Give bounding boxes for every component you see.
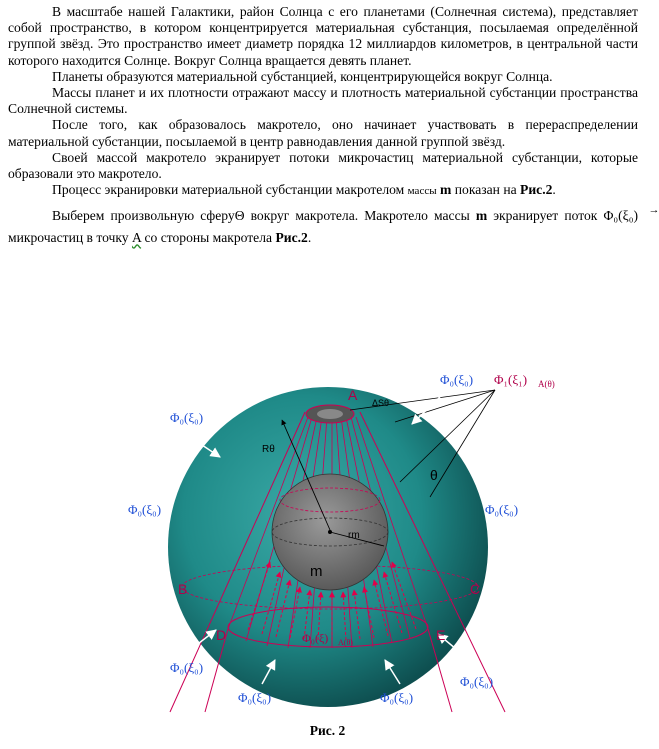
p6-text-a: Процесс экранировки материальной субстанции макротелом: [52, 182, 408, 198]
flux-label-bottom2: Φ₀(ξ₀): [380, 690, 414, 705]
p6-text-d: показан на: [451, 182, 521, 198]
flux-label-left: Φ₀(ξ₀): [128, 502, 162, 517]
flux-label-bottom1: Φ₀(ξ₀): [238, 690, 272, 705]
label-E: E: [436, 627, 446, 643]
flux0-inner-sub: A(θ): [338, 638, 353, 647]
label-B: B: [178, 581, 188, 597]
p7-text-e: со стороны макротела: [141, 230, 276, 246]
p7-mass-symbol: m: [475, 208, 488, 224]
label-r: rm: [348, 530, 360, 541]
label-C: C: [470, 581, 481, 597]
flux-label-topleft: Φ₀(ξ₀): [170, 410, 204, 425]
p6-end: .: [552, 182, 556, 198]
paragraph-4: После того, как образовалось макротело, оно начинает участвовать в перераспределении материальной субстанции, посылаемой в центр равнодавления данной группой звёзд.: [8, 117, 638, 149]
p7-figure-ref: Рис.2: [275, 230, 308, 246]
center-dot: [328, 530, 332, 534]
label-A: A: [348, 387, 358, 403]
p6-figure-ref: Рис.2: [520, 182, 553, 198]
p7-point-a: A: [131, 230, 142, 246]
paragraph-1: В масштабе нашей Галактики, район Солнца с его планетами (Солнечная система), представляет собой пространство, в котором концентрируется материальная субстанция, посылаемая определённой группой звёзд. Это пространство имеет диаметр порядка 12 миллиардов километров, в центральной части которого находится Солнце. Вокруг Солнца вращается девять планет.: [8, 4, 638, 68]
p7-text-c: экранирует поток: [487, 208, 604, 224]
figure-2: [0, 362, 655, 727]
p7-end: .: [307, 230, 312, 246]
p7-flux-text: Φ₀(ξ₀): [603, 208, 638, 224]
body-text: [8, 4, 659, 249]
flux-label-top: Φ₀(ξ₀): [440, 372, 474, 387]
paragraph-2: Планеты образуются материальной субстанцией, концентрирующейся вокруг Солнца.: [52, 68, 553, 84]
flux1-label: Φ₁(ξ₁): [494, 372, 528, 387]
paragraph-7: [8, 204, 659, 249]
cap-A-inner: [317, 409, 343, 419]
label-theta: θ: [430, 467, 438, 483]
p7-text-a: Выберем произвольную сферу: [52, 208, 235, 224]
paragraph-6: [8, 182, 638, 199]
label-delta-s: ΔSθ: [372, 398, 390, 408]
label-R: Rθ: [262, 444, 275, 455]
p7-text-d: микрочастиц в точку: [8, 230, 132, 246]
flux-label-right: Φ₀(ξ₀): [485, 502, 519, 517]
label-D: D: [216, 627, 227, 643]
flux-label-bottomright: Φ₀(ξ₀): [460, 674, 494, 689]
paragraph-3: Массы планет и их плотности отражают массу и плотность материальной субстанции пространства Солнечной системы.: [8, 85, 638, 117]
p7-flux-vector-arrow: →: [648, 204, 659, 217]
flux1-sub: A(θ): [538, 379, 555, 389]
p6-text-massy: массы: [407, 185, 437, 198]
p6-mass-symbol: m: [440, 182, 452, 198]
flux-label-bottomleft: Φ₀(ξ₀): [170, 660, 204, 675]
label-m: m: [310, 563, 323, 580]
flux0-inner-label: Φ₀(ξ): [302, 631, 329, 645]
figure-caption: Рис. 2: [309, 723, 346, 738]
p7-flux-symbol: [603, 204, 659, 224]
paragraph-5: Своей массой макротело экранирует потоки микрочастиц материальной субстанции, которые образовали это макротело.: [8, 149, 638, 182]
p7-theta: Θ: [234, 208, 245, 224]
p7-text-b: вокруг макротела. Макротело массы: [244, 208, 476, 224]
